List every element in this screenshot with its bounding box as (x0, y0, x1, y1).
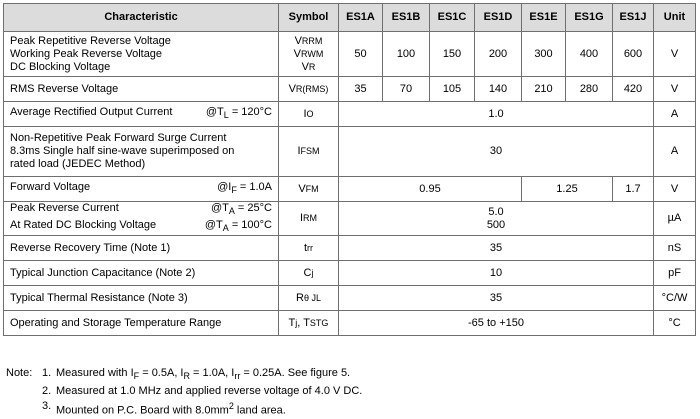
value-cell: 420 (613, 77, 654, 102)
unit-cell: V (654, 177, 696, 202)
header-unit: Unit (654, 4, 696, 32)
header-es1a: ES1A (339, 4, 383, 32)
value-cell: 70 (383, 77, 430, 102)
value-cell: 50 (339, 32, 383, 77)
char-recovery: Reverse Recovery Time (Note 1) (4, 236, 279, 261)
value-cell: 100 (383, 32, 430, 77)
value-cell: 30 (339, 127, 654, 177)
value-cell: 140 (475, 77, 522, 102)
row-forward-voltage (4, 177, 696, 202)
unit-cell: pF (654, 261, 696, 286)
row-peak-voltage (4, 32, 696, 77)
note-2 (6, 384, 362, 399)
unit-cell: V (654, 77, 696, 102)
char-reverse-current (4, 202, 279, 236)
char-line: Working Peak Reverse Voltage (10, 47, 163, 60)
condition: $@I_F = 1.0A$ (217, 180, 272, 196)
header-characteristic: Characteristic (4, 4, 279, 32)
unit-cell: µA (654, 202, 696, 236)
note-index: 3. (42, 400, 52, 413)
note-text: Measured with $I_F = 0.5A$, $I_R = 1.0A$, $I_{rr} = 0.25A$. See figure 5. (56, 367, 351, 382)
header-symbol: Symbol (279, 4, 339, 32)
note-index: 1. (42, 367, 52, 379)
notes (6, 366, 362, 419)
value-cell: 10 (339, 261, 654, 286)
note-text: Mounted on P.C. Board with $8.0mm^2$ land area. (56, 401, 286, 417)
char-avg-current (4, 102, 279, 127)
char-thermal: Typical Thermal Resistance (Note 3) (4, 286, 279, 311)
char-line: 8.3ms Single half sine-wave superimposed on (10, 145, 235, 157)
row-thermal (4, 286, 696, 311)
symbol-peak-voltage (279, 32, 339, 77)
header-es1d: ES1D (475, 4, 522, 32)
unit-cell: V (654, 32, 696, 77)
value-cell: 300 (522, 32, 566, 77)
char-line: Peak Repetitive Reverse Voltage (10, 34, 171, 47)
unit-cell: A (654, 102, 696, 127)
char-text: Forward Voltage (10, 180, 91, 193)
symbol-line: VRRM (294, 34, 323, 47)
row-reverse-current (4, 202, 696, 236)
row-surge (4, 127, 696, 177)
header-es1j: ES1J (613, 4, 654, 32)
char-line: Non-Repetitive Peak Forward Surge Current (10, 132, 227, 144)
char-text: Peak Reverse Current (10, 202, 119, 215)
header-row (4, 4, 696, 32)
value-cell: 150 (430, 32, 475, 77)
unit-cell: °C (654, 311, 696, 336)
char-temp-range: Operating and Storage Temperature Range (4, 311, 279, 336)
header-es1c: ES1C (430, 4, 475, 32)
header-es1b: ES1B (383, 4, 430, 32)
value-cell: 35 (339, 236, 654, 261)
condition: $@T_A = 100^\circ C$ (204, 218, 272, 233)
unit-cell: °C/W (654, 286, 696, 311)
value-line: 5.0 (488, 205, 504, 218)
symbol-forward-voltage: VFM (279, 177, 339, 202)
value-cell: 210 (522, 77, 566, 102)
row-avg-current (4, 102, 696, 127)
value-cell: 1.0 (339, 102, 654, 127)
row-recovery (4, 236, 696, 261)
char-peak-voltage (4, 32, 279, 77)
char-text: Average Rectified Output Current (10, 105, 173, 118)
char-rms: RMS Reverse Voltage (4, 77, 279, 102)
condition: $@T_A = 25^\circ C$ (210, 202, 272, 217)
value-cell: 200 (475, 32, 522, 77)
note-index: 2. (42, 385, 52, 398)
symbol-capacitance: Cj (279, 261, 339, 286)
value-cell: 1.25 (522, 177, 613, 202)
symbol-temp-range: Tj, TSTG (279, 311, 339, 336)
symbol-surge: IFSM (279, 127, 339, 177)
symbol-reverse-current: IRM (279, 202, 339, 236)
value-cell: 35 (339, 286, 654, 311)
ratings-table (3, 3, 696, 336)
value-cell: 400 (566, 32, 613, 77)
value-cell: -65 to +150 (339, 311, 654, 336)
symbol-rms: VR(RMS) (279, 77, 339, 102)
value-cell (339, 202, 654, 236)
char-forward-voltage (4, 177, 279, 202)
value-cell: 35 (339, 77, 383, 102)
symbol-thermal: Rθ JL (279, 286, 339, 311)
value-cell: 600 (613, 32, 654, 77)
unit-cell: A (654, 127, 696, 177)
value-cell: 280 (566, 77, 613, 102)
symbol-line: VR (301, 60, 316, 73)
note-text: Measured at 1.0 MHz and applied reverse voltage of 4.0 V DC. (56, 385, 363, 398)
unit-cell: nS (654, 236, 696, 261)
row-temp-range (4, 311, 696, 336)
note-3 (6, 399, 362, 419)
symbol-line: VRWM (293, 47, 324, 60)
value-cell: 0.95 (339, 177, 522, 202)
char-line: DC Blocking Voltage (10, 60, 111, 73)
header-es1e: ES1E (522, 4, 566, 32)
char-surge (4, 127, 279, 177)
value-cell: 1.7 (613, 177, 654, 202)
value-cell: 105 (430, 77, 475, 102)
notes-label: Note: (6, 367, 33, 379)
row-capacitance (4, 261, 696, 286)
char-text: At Rated DC Blocking Voltage (10, 218, 157, 231)
char-line: rated load (JEDEC Method) (10, 158, 146, 170)
char-capacitance: Typical Junction Capacitance (Note 2) (4, 261, 279, 286)
symbol-recovery: trr (279, 236, 339, 261)
condition: $@T_L = 120^\circ C$ (205, 105, 272, 121)
note-1 (6, 366, 362, 384)
header-es1g: ES1G (566, 4, 613, 32)
symbol-avg-current: IO (279, 102, 339, 127)
value-line: 500 (486, 218, 506, 231)
row-rms (4, 77, 696, 102)
